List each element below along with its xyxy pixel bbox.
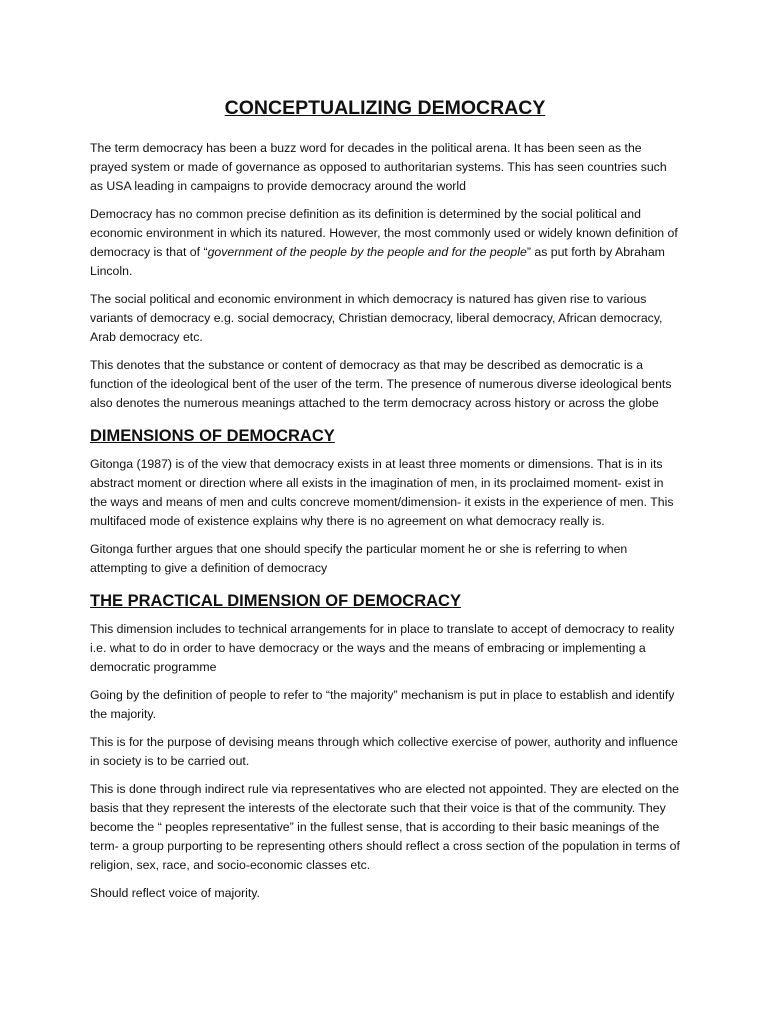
practical-paragraph-1: This dimension includes to technical arrangements for in place to translate to accept of democracy to reality i.e. what to do in order to have democracy or the ways and the means of embracing or implementing a democratic programme	[90, 622, 675, 674]
intro-paragraph-2-lead: Democracy has no common precise definition as its definition is determined by the social political and economic environment in which its natured. However, the most commonly used or widely known definition of democracy is that of “	[90, 207, 678, 259]
dimensions-heading: DIMENSIONS OF DEMOCRACY	[90, 427, 335, 445]
practical-paragraph-3: This is for the purpose of devising means through which collective exercise of power, authority and influence in society is to be carried out.	[90, 735, 678, 768]
lincoln-quote: government of the people by the people and for the people	[207, 245, 527, 259]
intro-paragraph-2-tail: ” as put forth by Abraham Lincoln.	[90, 245, 665, 278]
intro-paragraph-4: This denotes that the substance or content of democracy as that may be described as democratic is a function of the ideological bent of the user of the term. The presence of numerous diverse ideological bents also denotes the numerous meanings attached to the term democracy across history or across the globe	[90, 358, 672, 410]
intro-paragraph-2	[90, 205, 680, 281]
dimensions-paragraph-1: Gitonga (1987) is of the view that democracy exists in at least three moments or dimensions. That is in its abstract moment or direction where all exists in the imagination of men, in its proclaimed moment- exist in the ways and means of men and cults concreve moment/dimension- it exists in the experience of men. This multifaced mode of existence explains why there is no agreement on what democracy really is.	[90, 457, 674, 528]
practical-paragraph-2: Going by the definition of people to refer to “the majority” mechanism is put in place to establish and identify the majority.	[90, 688, 675, 721]
document-title: CONCEPTUALIZING DEMOCRACY	[224, 97, 546, 119]
dimensions-paragraph-2: Gitonga further argues that one should specify the particular moment he or she is referring to when attempting to give a definition of democracy	[90, 542, 628, 575]
document-page	[90, 95, 680, 912]
practical-paragraph-5: Should reflect voice of majority.	[90, 886, 260, 900]
practical-heading: THE PRACTICAL DIMENSION OF DEMOCRACY	[90, 592, 461, 610]
intro-paragraph-1: The term democracy has been a buzz word for decades in the political arena. It has been seen as the prayed system or made of governance as opposed to authoritarian systems. This has seen countries such as USA leading in campaigns to provide democracy around the world	[90, 141, 667, 193]
practical-paragraph-4: This is done through indirect rule via representatives who are elected not appointed. They are elected on the basis that they represent the interests of the electorate such that their voice is that of the community. They become the “ peoples representative” in the fullest sense, that is according to their basic meanings of the term- a group purporting to be representing others should reflect a cross section of the population in terms of religion, sex, race, and socio-economic classes etc.	[90, 782, 680, 872]
intro-paragraph-3: The social political and economic environment in which democracy is natured has given rise to various variants of democracy e.g. social democracy, Christian democracy, liberal democracy, African democracy, Arab democracy etc.	[90, 292, 663, 344]
